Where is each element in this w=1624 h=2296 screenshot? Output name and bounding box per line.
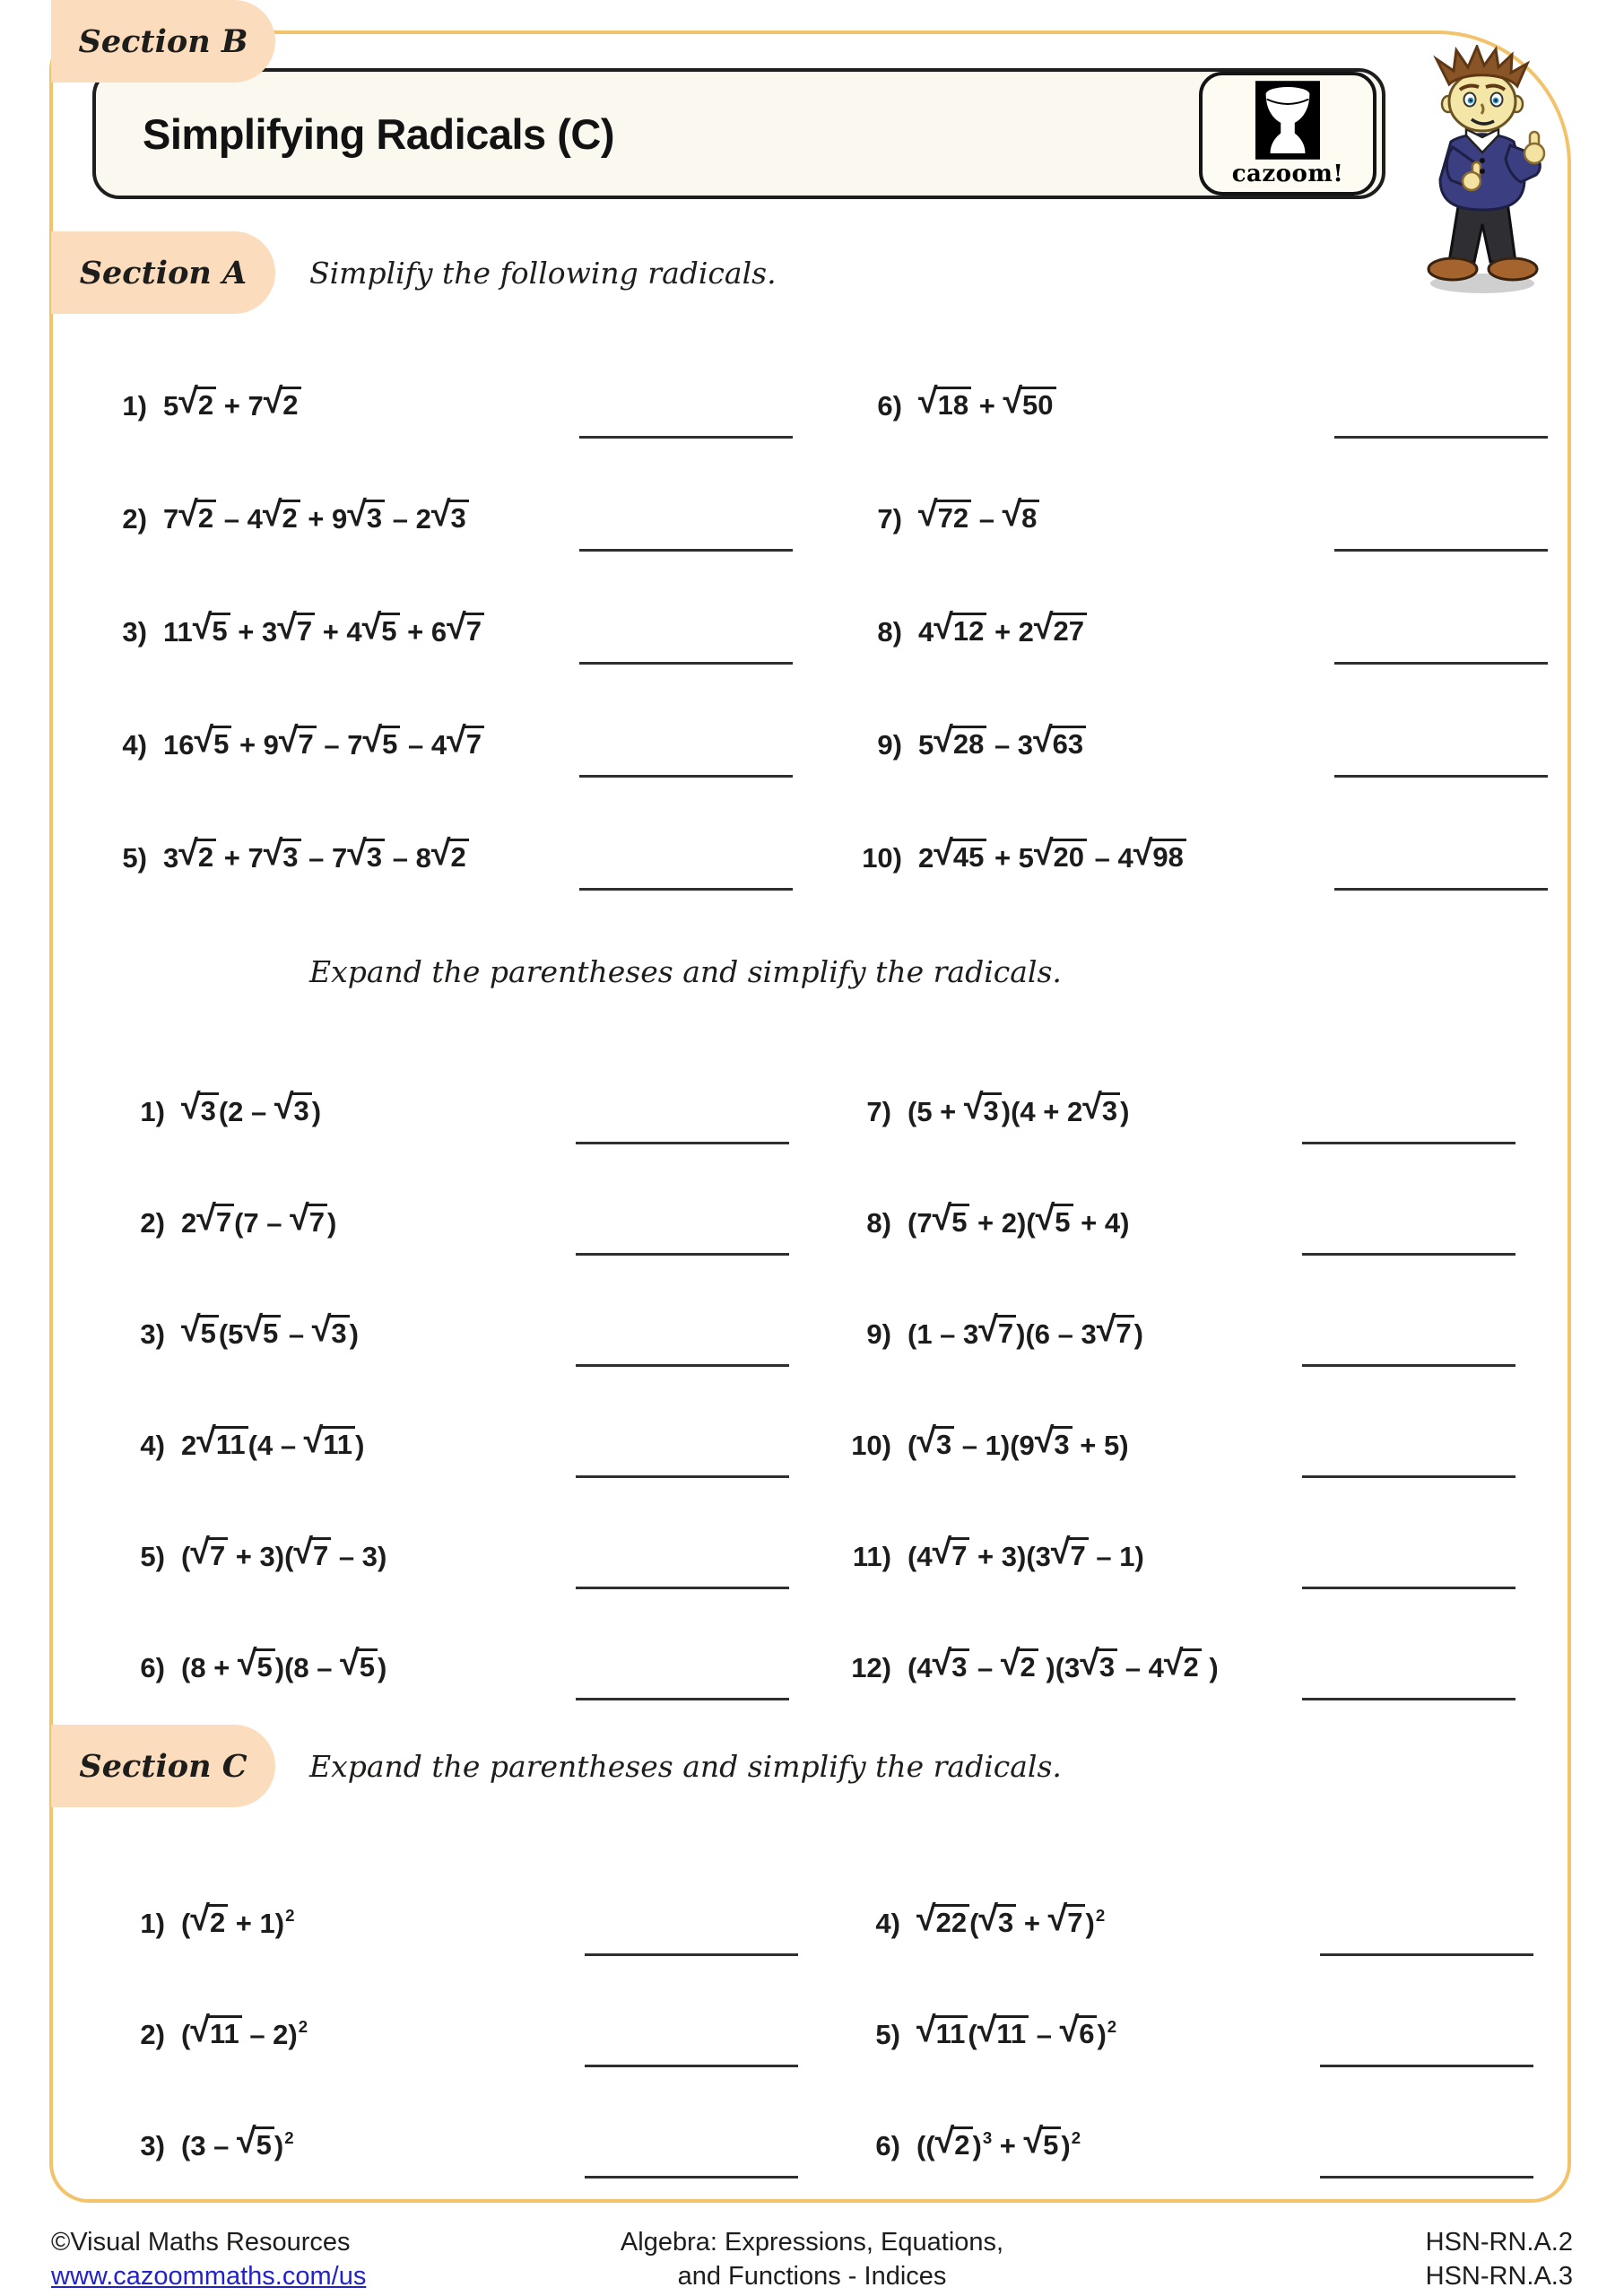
- answer-blank: [576, 1698, 789, 1700]
- footer-credit-block: [51, 2226, 366, 2293]
- sqrt-radical: √2: [263, 500, 300, 540]
- title-panel: [92, 68, 1385, 199]
- problem-number: 5): [875, 2019, 900, 2050]
- sqrt-radical: √3: [978, 1904, 1016, 1944]
- sqrt-radical: √3: [964, 1092, 1002, 1133]
- sqrt-radical: √2: [190, 1904, 228, 1944]
- answer-blank: [1334, 888, 1548, 891]
- section-c-badge: [51, 1725, 275, 1807]
- math-expression: (√11 – 2)2: [181, 2015, 308, 2056]
- sqrt-radical: √12: [934, 613, 986, 653]
- problems-column: [843, 350, 1548, 915]
- problem-number: 5): [140, 1541, 165, 1572]
- sqrt-radical: √7: [293, 1537, 331, 1578]
- sqrt-radical: √2: [1164, 1648, 1202, 1689]
- problem-row: [841, 1979, 1533, 2091]
- sqrt-radical: √3: [916, 1426, 954, 1466]
- math-expression: (5 + √3)(4 + 2√3): [908, 1092, 1129, 1133]
- problem-row: [88, 802, 793, 915]
- answer-blank: [576, 1253, 789, 1256]
- problem-number: 4): [122, 729, 147, 761]
- sqrt-radical: √2: [431, 839, 469, 879]
- answer-blank: [1334, 549, 1548, 552]
- answer-blank: [1334, 775, 1548, 778]
- sqrt-radical: √2: [178, 839, 216, 879]
- answer-blank: [1334, 436, 1548, 439]
- math-expression: 11√5 + 3√7 + 4√5 + 6√7: [163, 613, 484, 653]
- answer-blank: [576, 1364, 789, 1367]
- footer-topic-block: [621, 2226, 1003, 2293]
- sqrt-radical: √7: [196, 1204, 234, 1244]
- problems-column: [106, 1868, 798, 2202]
- copyright-text: ©Visual Maths Resources: [51, 2228, 351, 2257]
- sqrt-radical: √5: [362, 613, 400, 653]
- problem-row: [106, 1501, 789, 1613]
- math-expression: (8 + √5)(8 – √5): [181, 1648, 386, 1689]
- math-expression: (√7 + 3)(√7 – 3): [181, 1537, 386, 1578]
- sqrt-radical: √7: [1051, 1537, 1089, 1578]
- problem-row: [841, 2091, 1533, 2202]
- math-expression: (4√7 + 3)(3√7 – 1): [908, 1537, 1144, 1578]
- footer-topic-line1: Algebra: Expressions, Equations,: [620, 2228, 1004, 2257]
- standard-code-2: HSN-RN.A.3: [1425, 2261, 1573, 2291]
- problem-number: 11): [852, 1541, 891, 1572]
- sqrt-radical: √72: [918, 500, 971, 540]
- answer-blank: [585, 1953, 798, 1956]
- problem-number: 2): [122, 503, 147, 535]
- problem-number: 2): [140, 2019, 165, 2050]
- brand-name: cazoom!: [1231, 160, 1344, 187]
- math-expression: ((√2)3 + √5)2: [916, 2126, 1081, 2167]
- standard-code-1: HSN-RN.A.2: [1425, 2228, 1573, 2257]
- sqrt-radical: √3: [1082, 1092, 1120, 1133]
- section-b-problems: [106, 1057, 1515, 1724]
- section-a-problems: [88, 350, 1548, 915]
- sqrt-radical: √3: [347, 839, 385, 879]
- sqrt-radical: √20: [1034, 839, 1087, 879]
- problem-number: 6): [875, 2130, 900, 2161]
- math-expression: 3√2 + 7√3 – 7√3 – 8√2: [163, 839, 469, 879]
- math-expression: √22(√3 + √7)2: [916, 1904, 1105, 1944]
- brand-logo: [1199, 72, 1376, 196]
- problem-number: 2): [140, 1207, 165, 1239]
- problem-row: [88, 463, 793, 576]
- math-expression: (7√5 + 2)(√5 + 4): [908, 1204, 1129, 1244]
- problem-row: [88, 576, 793, 689]
- sqrt-radical: √7: [1097, 1315, 1134, 1355]
- problem-row: [106, 1613, 789, 1724]
- math-expression: (1 – 3√7)(6 – 3√7): [908, 1315, 1143, 1355]
- sqrt-radical: √7: [290, 1204, 327, 1244]
- problem-number: 9): [877, 729, 902, 761]
- sqrt-radical: √7: [933, 1537, 970, 1578]
- answer-blank: [1302, 1475, 1515, 1478]
- answer-blank: [579, 549, 793, 552]
- sqrt-radical: √7: [277, 613, 315, 653]
- answer-blank: [1302, 1698, 1515, 1700]
- sqrt-radical: √5: [238, 1648, 275, 1689]
- problem-number: 5): [122, 842, 147, 874]
- math-expression: √11(√11 – √6)2: [916, 2015, 1116, 2056]
- sqrt-radical: √3: [431, 500, 469, 540]
- answer-blank: [585, 2065, 798, 2067]
- math-expression: 5√2 + 7√2: [163, 387, 301, 427]
- problem-number: 12): [851, 1652, 891, 1683]
- website-link[interactable]: www.cazoommaths.com/us: [51, 2261, 367, 2291]
- sqrt-radical: √11: [916, 2015, 968, 2056]
- sqrt-radical: √5: [340, 1648, 378, 1689]
- math-expression: 2√45 + 5√20 – 4√98: [918, 839, 1186, 879]
- sqrt-radical: √3: [1080, 1648, 1117, 1689]
- footer-topic-line2: and Functions - Indices: [677, 2261, 947, 2291]
- sqrt-radical: √45: [934, 839, 986, 879]
- sqrt-radical: √2: [264, 387, 301, 427]
- sqrt-radical: √3: [181, 1092, 219, 1133]
- answer-blank: [576, 1142, 789, 1144]
- sqrt-radical: √3: [274, 1092, 312, 1133]
- sqrt-radical: √11: [304, 1426, 355, 1466]
- problem-row: [843, 463, 1548, 576]
- sqrt-radical: √5: [363, 726, 401, 766]
- sqrt-radical: √3: [933, 1648, 970, 1689]
- problem-row: [106, 1868, 798, 1979]
- page-title: Simplifying Radicals (C): [143, 109, 614, 158]
- section-b-label: Section B: [78, 22, 248, 60]
- problem-row: [106, 1279, 789, 1390]
- answer-blank: [576, 1475, 789, 1478]
- answer-blank: [579, 775, 793, 778]
- sqrt-radical: √5: [193, 613, 230, 653]
- problem-number: 3): [140, 2130, 165, 2161]
- problem-number: 9): [866, 1318, 891, 1350]
- sqrt-radical: √2: [178, 500, 216, 540]
- problem-number: 1): [140, 1096, 165, 1127]
- problem-row: [88, 689, 793, 802]
- djembe-drum-icon: [1255, 81, 1320, 160]
- sqrt-radical: √2: [178, 387, 216, 427]
- problem-row: [843, 689, 1548, 802]
- section-b-instruction: Expand the parentheses and simplify the radicals.: [309, 953, 1062, 989]
- sqrt-radical: √7: [447, 613, 484, 653]
- sqrt-radical: √18: [918, 387, 971, 427]
- problem-row: [843, 576, 1548, 689]
- sqrt-radical: √5: [194, 726, 231, 766]
- answer-blank: [576, 1587, 789, 1589]
- answer-blank: [1302, 1364, 1515, 1367]
- problem-row: [106, 1390, 789, 1501]
- math-expression: √18 + √50: [918, 387, 1056, 427]
- exponent: 2: [1071, 2128, 1081, 2148]
- problems-column: [88, 350, 793, 915]
- sqrt-radical: √3: [312, 1315, 350, 1355]
- problem-row: [106, 1979, 798, 2091]
- answer-blank: [1320, 1953, 1533, 1956]
- problem-number: 6): [877, 390, 902, 422]
- sqrt-radical: √3: [347, 500, 385, 540]
- problem-number: 10): [851, 1430, 891, 1461]
- problem-row: [88, 350, 793, 463]
- sqrt-radical: √50: [1003, 387, 1055, 427]
- problem-row: [832, 1390, 1515, 1501]
- problem-row: [106, 1168, 789, 1279]
- answer-blank: [1320, 2176, 1533, 2179]
- section-c-label: Section C: [79, 1747, 248, 1785]
- math-expression: (√3 – 1)(9√3 + 5): [908, 1426, 1129, 1466]
- math-expression: (4√3 – √2 )(3√3 – 4√2 ): [908, 1648, 1219, 1689]
- exponent: 2: [1107, 2017, 1117, 2037]
- exponent: 2: [1095, 1906, 1106, 1926]
- math-expression: 4√12 + 2√27: [918, 613, 1087, 653]
- math-expression: 5√28 – 3√63: [918, 726, 1086, 766]
- section-c-problems: [106, 1868, 1533, 2202]
- sqrt-radical: √6: [1060, 2015, 1098, 2056]
- problem-number: 4): [140, 1430, 165, 1461]
- sqrt-radical: √5: [243, 1315, 281, 1355]
- sqrt-radical: √7: [279, 726, 317, 766]
- problem-row: [106, 1057, 789, 1168]
- problem-row: [832, 1613, 1515, 1724]
- sqrt-radical: √5: [933, 1204, 970, 1244]
- sqrt-radical: √28: [934, 726, 986, 766]
- section-c-instruction: Expand the parentheses and simplify the radicals.: [309, 1748, 1062, 1784]
- sqrt-radical: √5: [181, 1315, 219, 1355]
- sqrt-radical: √7: [447, 726, 484, 766]
- exponent: 3: [982, 2128, 993, 2148]
- problem-number: 3): [140, 1318, 165, 1350]
- problem-row: [843, 802, 1548, 915]
- math-expression: (√2 + 1)2: [181, 1904, 294, 1944]
- answer-blank: [1334, 662, 1548, 665]
- sqrt-radical: √3: [264, 839, 301, 879]
- problem-row: [832, 1057, 1515, 1168]
- exponent: 2: [284, 2128, 294, 2148]
- problem-number: 1): [140, 1908, 165, 1939]
- answer-blank: [1302, 1587, 1515, 1589]
- sqrt-radical: √7: [978, 1315, 1016, 1355]
- math-expression: √3(2 – √3): [181, 1092, 321, 1133]
- problem-row: [106, 2091, 798, 2202]
- problem-row: [841, 1868, 1533, 1979]
- answer-blank: [579, 888, 793, 891]
- sqrt-radical: √5: [1036, 1204, 1073, 1244]
- problem-row: [843, 350, 1548, 463]
- mascot-character: [1397, 45, 1568, 300]
- answer-blank: [1302, 1253, 1515, 1256]
- answer-blank: [579, 662, 793, 665]
- sqrt-radical: √7: [1048, 1904, 1086, 1944]
- sqrt-radical: √5: [237, 2126, 274, 2167]
- section-a-instruction: Simplify the following radicals.: [309, 255, 777, 291]
- sqrt-radical: √11: [977, 2015, 1029, 2056]
- sqrt-radical: √3: [1035, 1426, 1073, 1466]
- math-expression: √5(5√5 – √3): [181, 1315, 359, 1355]
- footer-standards-block: [1426, 2226, 1573, 2293]
- math-expression: (3 – √5)2: [181, 2126, 294, 2167]
- math-expression: 7√2 – 4√2 + 9√3 – 2√3: [163, 500, 469, 540]
- exponent: 2: [285, 1906, 295, 1926]
- sqrt-radical: √11: [190, 2015, 241, 2056]
- problem-row: [832, 1279, 1515, 1390]
- problem-number: 8): [866, 1207, 891, 1239]
- exponent: 2: [298, 2017, 308, 2037]
- problems-column: [106, 1057, 789, 1724]
- problem-number: 7): [877, 503, 902, 535]
- problem-number: 4): [875, 1908, 900, 1939]
- section-a-label: Section A: [79, 254, 248, 291]
- sqrt-radical: √2: [935, 2126, 973, 2167]
- problem-row: [832, 1501, 1515, 1613]
- answer-blank: [1320, 2065, 1533, 2067]
- sqrt-radical: √27: [1034, 613, 1087, 653]
- math-expression: 16√5 + 9√7 – 7√5 – 4√7: [163, 726, 484, 766]
- section-b-badge: [51, 0, 275, 83]
- sqrt-radical: √22: [916, 1904, 969, 1944]
- problem-number: 6): [140, 1652, 165, 1683]
- problem-number: 10): [862, 842, 902, 874]
- problems-column: [832, 1057, 1515, 1724]
- section-a-badge: [51, 231, 275, 314]
- sqrt-radical: √7: [190, 1537, 228, 1578]
- sqrt-radical: √5: [1024, 2126, 1062, 2167]
- sqrt-radical: √11: [196, 1426, 248, 1466]
- sqrt-radical: √8: [1003, 500, 1040, 540]
- sqrt-radical: √63: [1033, 726, 1086, 766]
- problems-column: [841, 1868, 1533, 2202]
- problem-number: 8): [877, 616, 902, 648]
- math-expression: 2√11(4 – √11): [181, 1426, 364, 1466]
- sqrt-radical: √2: [1001, 1648, 1038, 1689]
- problem-number: 3): [122, 616, 147, 648]
- answer-blank: [585, 2176, 798, 2179]
- sqrt-radical: √98: [1133, 839, 1186, 879]
- answer-blank: [579, 436, 793, 439]
- answer-blank: [1302, 1142, 1515, 1144]
- problem-number: 7): [866, 1096, 891, 1127]
- math-expression: 2√7(7 – √7): [181, 1204, 336, 1244]
- problem-number: 1): [122, 390, 147, 422]
- math-expression: √72 – √8: [918, 500, 1039, 540]
- problem-row: [832, 1168, 1515, 1279]
